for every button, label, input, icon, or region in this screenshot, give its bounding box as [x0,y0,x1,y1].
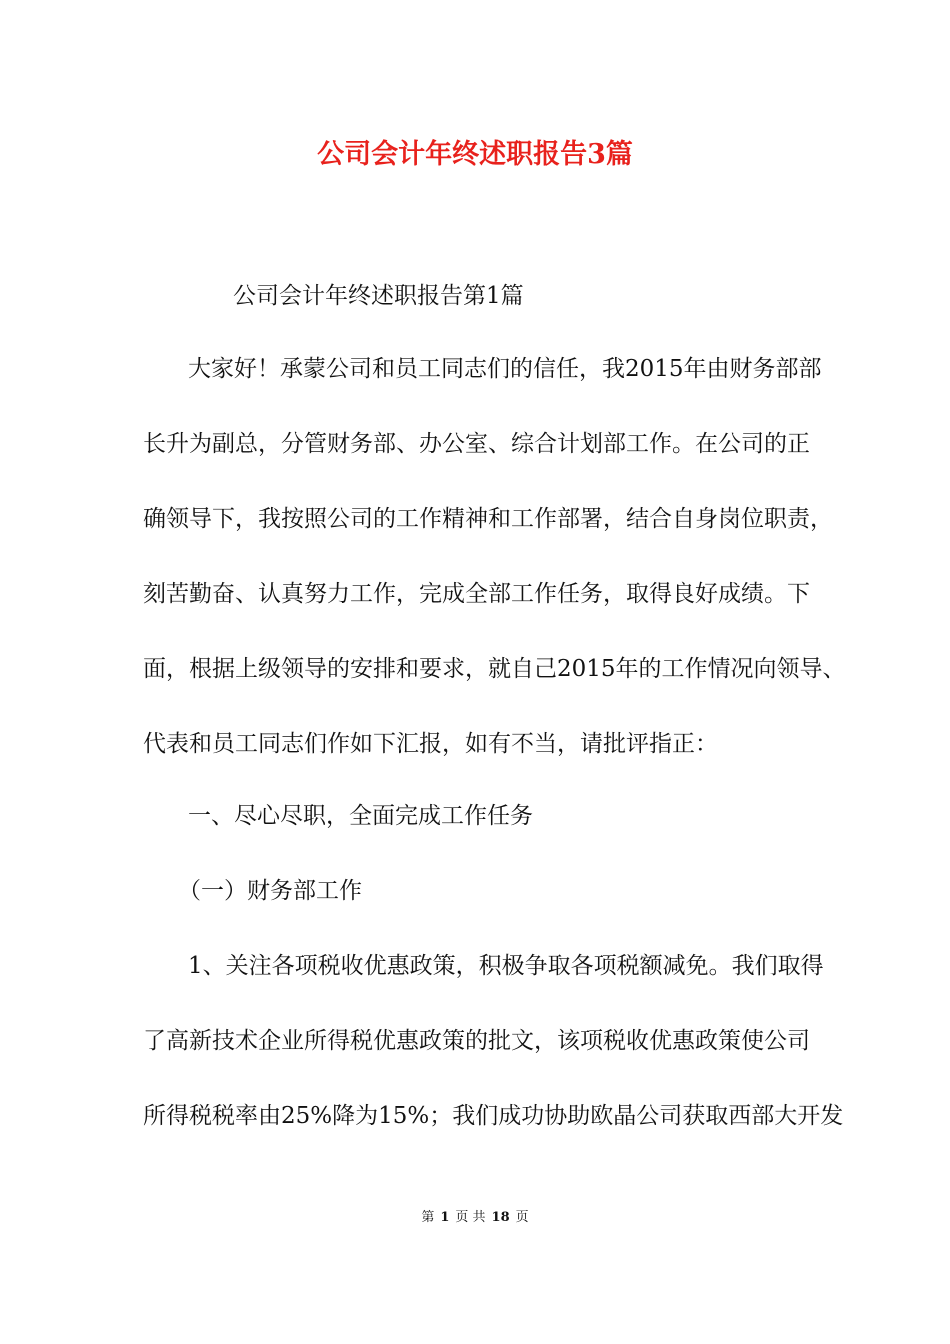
section-heading: 公司会计年终述职报告第1篇 [233,283,524,309]
paragraph-line: 了高新技术企业所得税优惠政策的批文，该项税收优惠政策使公司 [143,1028,810,1054]
footer-suffix: 页 [515,1210,529,1225]
document-title: 公司会计年终述职报告3篇 [317,139,633,170]
total-page-number: 18 [491,1210,510,1225]
paragraph-line: 刻苦勤奋、认真努力工作，完成全部工作任务，取得良好成绩。下 [143,581,810,607]
subheading-line: 一、尽心尽职，全面完成工作任务 [188,803,533,829]
paragraph-line: 大家好！承蒙公司和员工同志们的信任，我2015年由财务部部 [188,356,822,382]
paragraph-line: 代表和员工同志们作如下汇报，如有不当，请批评指正： [143,731,718,757]
page-number-footer [0,1209,950,1227]
paragraph-line: 长升为副总，分管财务部、办公室、综合计划部工作。在公司的正 [143,431,810,457]
footer-mid: 页 共 [455,1210,486,1225]
paragraph-line: 所得税税率由25%降为15%；我们成功协助欧晶公司获取西部大开发 [143,1103,844,1129]
paragraph-line: 确领导下，我按照公司的工作精神和工作部署，结合自身岗位职责， [143,506,833,532]
subheading-line: （一）财务部工作 [178,878,362,904]
paragraph-line: 1、关注各项税收优惠政策，积极争取各项税额减免。我们取得 [188,953,824,979]
footer-prefix: 第 [421,1210,435,1225]
paragraph-line: 面，根据上级领导的安排和要求，就自己2015年的工作情况向领导、 [143,656,846,682]
current-page-number: 1 [440,1210,450,1225]
